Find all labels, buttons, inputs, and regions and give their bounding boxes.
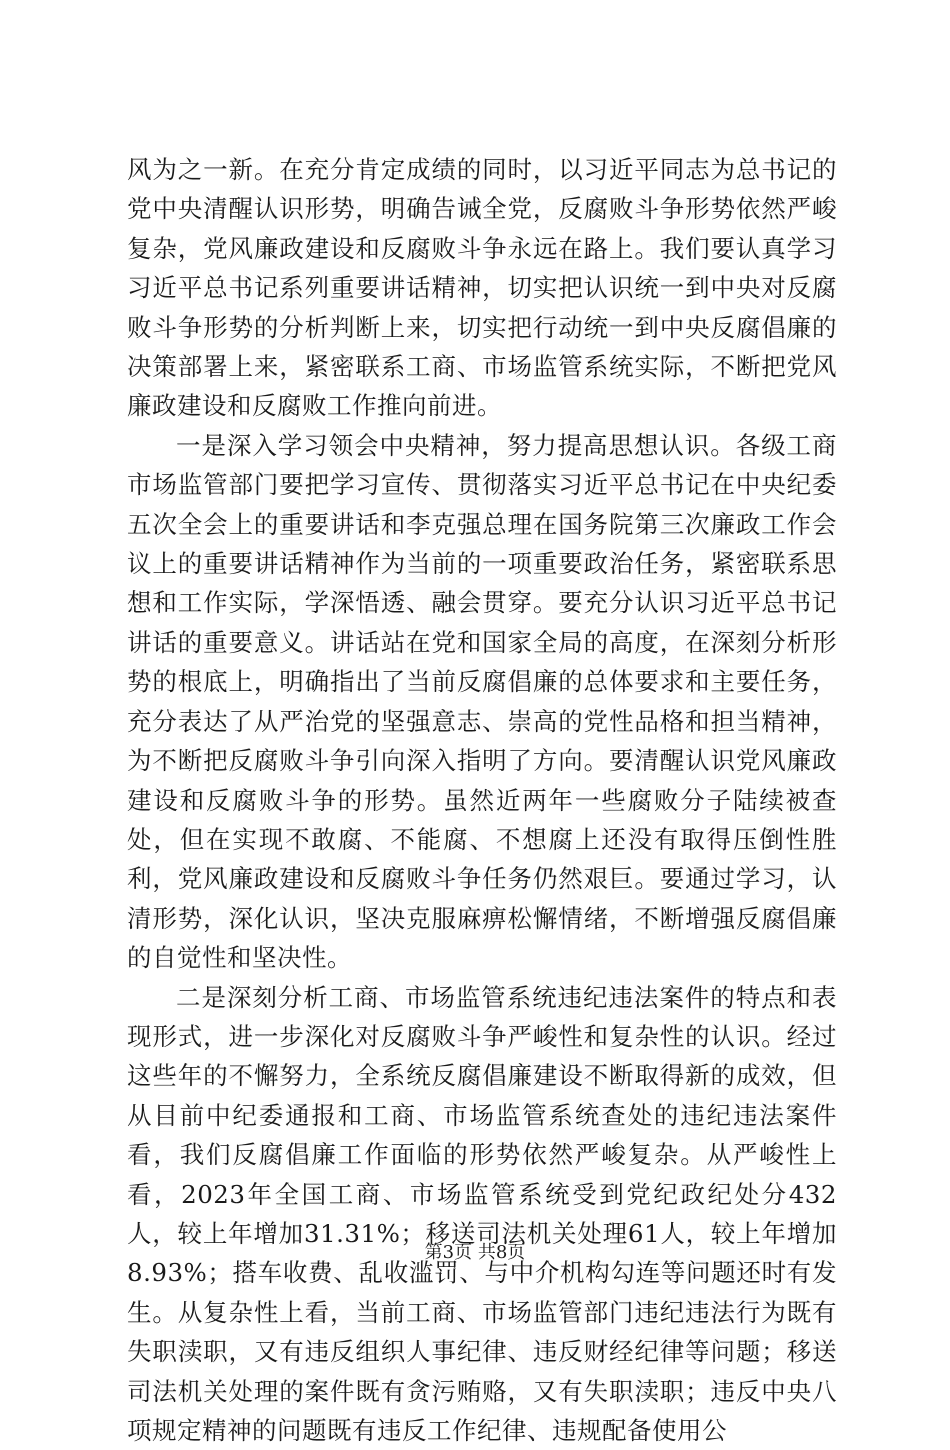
paragraph-1: 风为之一新。在充分肯定成绩的同时，以习近平同志为总书记的党中央清醒认识形势，明确告诫全党，反腐败斗争形势依然严峻复杂，党风廉政建设和反腐败斗争永远在路上。我们要认真学习习近平总书记系列重要讲话精神，切实把认识统一到中央对反腐败斗争形势的分析判断上来，切实把行动统一到中央反腐倡廉的决策部署上来，紧密联系工商、市场监管系统实际，不断把党风廉政建设和反腐败工作推向前进。 (127, 155, 837, 421)
paragraph-3: 二是深刻分析工商、市场监管系统违纪违法案件的特点和表现形式，进一步深化对反腐败斗争严峻性和复杂性的认识。经过这些年的不懈努力，全系统反腐倡廉建设不断取得新的成效，但从目前中纪委通报和工商、市场监管系统查处的违纪违法案件看，我们反腐倡廉工作面临的形势依然严峻复杂。从严峻性上看，2023年全国工商、市场监管系统受到党纪政纪处分432人，较上年增加31.31%；移送司法机关处理61人，较上年增加8.93%；搭车收费、乱收滥罚、与中介机构勾连等问题还时有发生。从复杂性上看，当前工商、市场监管部门违纪违法行为既有失职渎职，又有违反组织人事纪律、违反财经纪律等问题；移送司法机关处理的案件既有贪污贿赂，又有失职渎职；违反中央八项规定精神的问题既有违反工作纪律、违规配备使用公 (127, 982, 837, 1445)
paragraph-2: 一是深入学习领会中央精神，努力提高思想认识。各级工商市场监管部门要把学习宣传、贯彻落实习近平总书记在中央纪委五次全会上的重要讲话和李克强总理在国务院第三次廉政工作会议上的重要讲话精神作为当前的一项重要政治任务，紧密联系思想和工作实际，学深悟透、融会贯穿。要充分认识习近平总书记讲话的重要意义。讲话站在党和国家全局的高度，在深刻分析形势的根底上，明确指出了当前反腐倡廉的总体要求和主要任务，充分表达了从严治党的坚强意志、崇高的党性品格和担当精神，为不断把反腐败斗争引向深入指明了方向。要清醒认识党风廉政建设和反腐败斗争的形势。虽然近两年一些腐败分子陆续被查处，但在实现不敢腐、不能腐、不想腐上还没有取得压倒性胜利，党风廉政建设和反腐败斗争任务仍然艰巨。要通过学习，认清形势，深化认识，坚决克服麻痹松懈情绪，不断增强反腐倡廉的自觉性和坚决性。 (127, 430, 837, 973)
page-footer: 第3页 共8页 (424, 1242, 526, 1263)
